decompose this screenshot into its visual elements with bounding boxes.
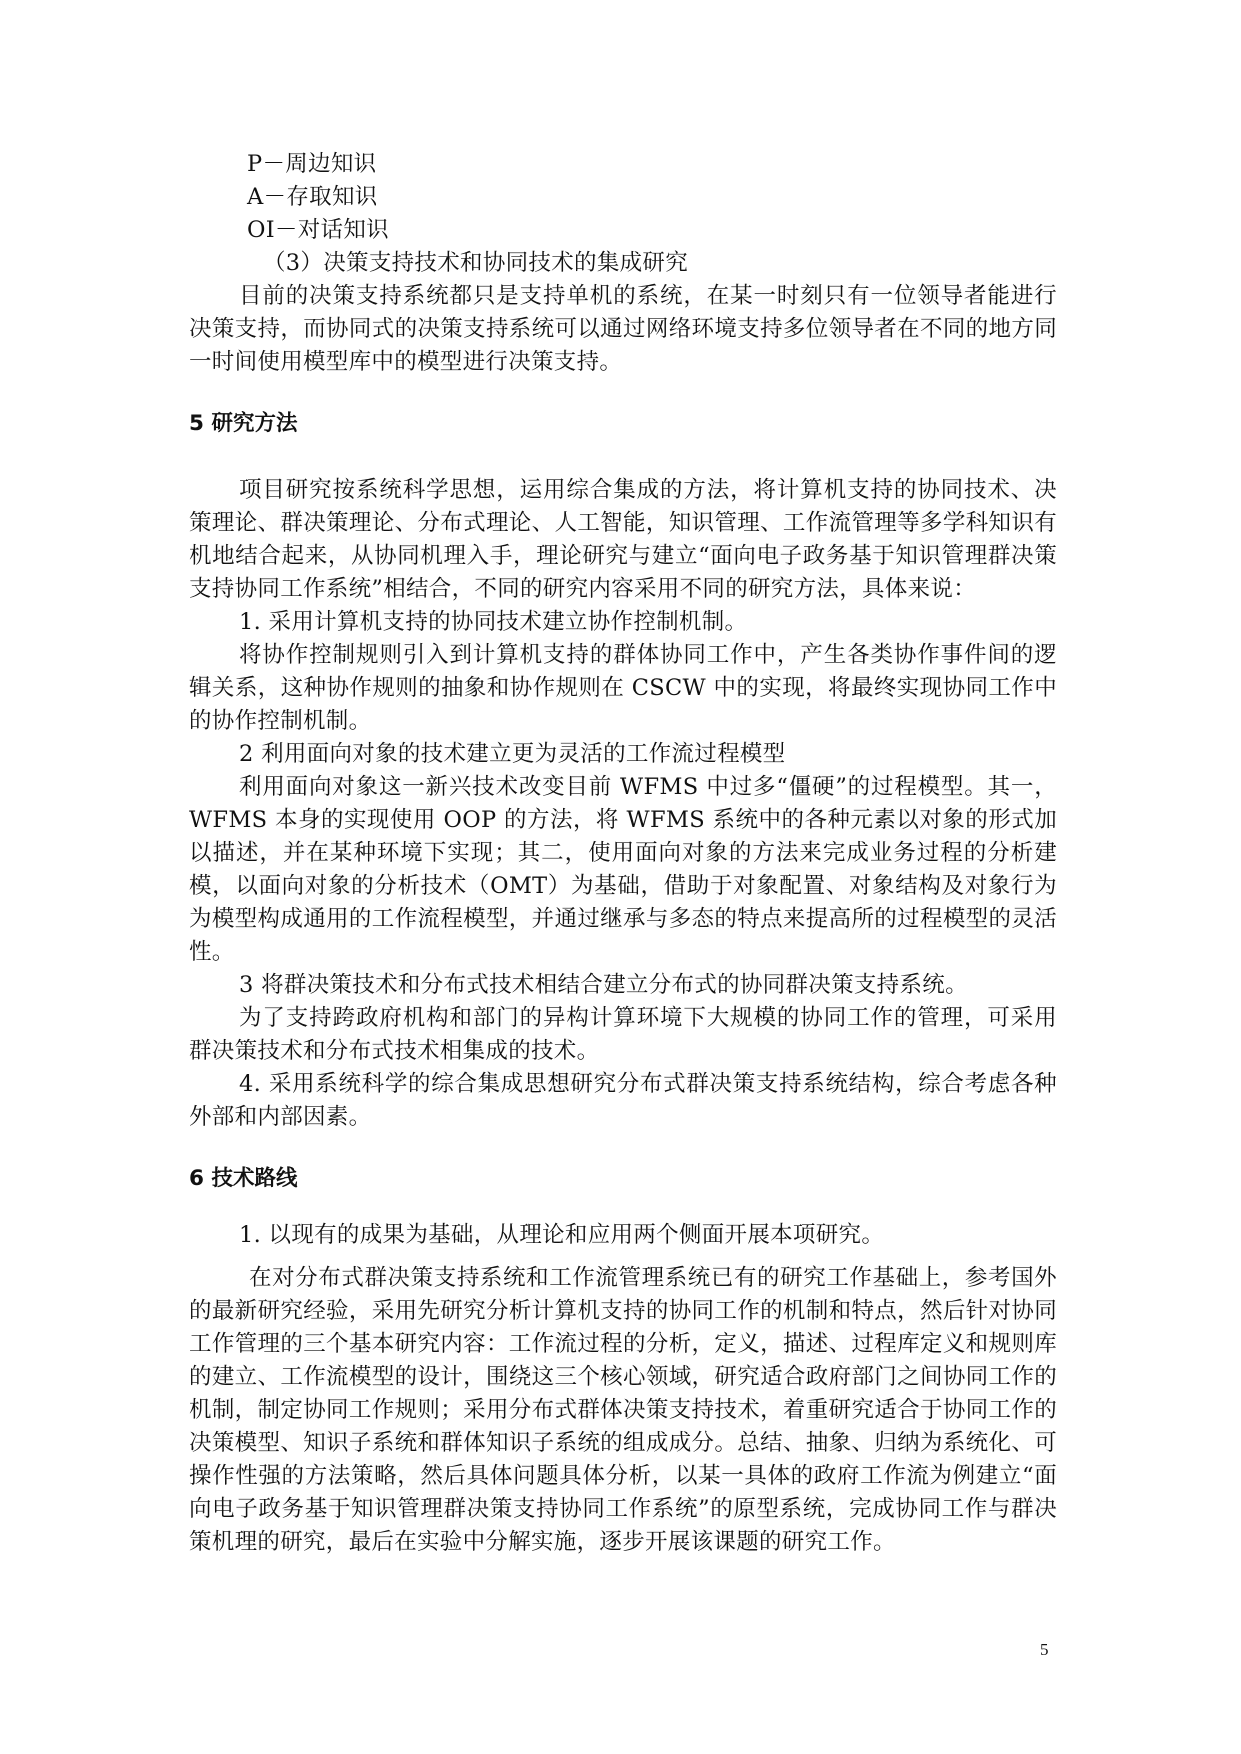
section-6-heading: 6 技术路线: [189, 1166, 298, 1191]
section-6-item-1-title: 1. 以现有的成果为基础，从理论和应用两个侧面开展本项研究。: [239, 1222, 885, 1248]
section-5-item-1-title: 1. 采用计算机支持的协同技术建立协作控制机制。: [239, 609, 748, 635]
definition-a: A－存取知识: [247, 184, 378, 210]
section-5-item-1-text: 将协作控制规则引入到计算机支持的群体协同工作中，产生各类协作事件间的逻辑关系，这种协作规则的抽象和协作规则在 CSCW 中的实现，将最终实现协同工作中的协作控制机制。: [189, 642, 1057, 734]
section-5-item-3-title: 3 将群决策技术和分布式技术相结合建立分布式的协同群决策支持系统。: [239, 972, 968, 998]
subsection-3-title: （3）决策支持技术和协同技术的集成研究: [263, 250, 689, 276]
definition-p: P－周边知识: [247, 151, 377, 177]
subsection-3-paragraph: 目前的决策支持系统都只是支持单机的系统，在某一时刻只有一位领导者能进行决策支持，而协同式的决策支持系统可以通过网络环境支持多位领导者在不同的地方同一时间使用模型库中的模型进行决策支持。: [189, 283, 1057, 375]
section-5-item-4-text: 4. 采用系统科学的综合集成思想研究分布式群决策支持系统结构，综合考虑各种外部和内部因素。: [189, 1071, 1057, 1130]
section-5-heading: 5 研究方法: [189, 411, 298, 436]
definition-oi: OI－对话知识: [247, 217, 389, 243]
section-5-item-3-text: 为了支持跨政府机构和部门的异构计算环境下大规模的协同工作的管理，可采用群决策技术和分布式技术相集成的技术。: [189, 1005, 1057, 1064]
section-5-intro: 项目研究按系统科学思想，运用综合集成的方法，将计算机支持的协同技术、决策理论、群决策理论、分布式理论、人工智能，知识管理、工作流管理等多学科知识有机地结合起来，从协同机理入手，理论研究与建立“面向电子政务基于知识管理群决策支持协同工作系统”相结合，不同的研究内容采用不同的研究方法，具体来说：: [189, 477, 1057, 602]
section-5-item-2-title: 2 利用面向对象的技术建立更为灵活的工作流过程模型: [239, 741, 786, 767]
section-6-item-1-text: 在对分布式群决策支持系统和工作流管理系统已有的研究工作基础上，参考国外的最新研究经验，采用先研究分析计算机支持的协同工作的机制和特点，然后针对协同工作管理的三个基本研究内容：工作流过程的分析，定义，描述、过程库定义和规则库的建立、工作流模型的设计，围绕这三个核心领域，研究适合政府部门之间协同工作的机制，制定协同工作规则；采用分布式群体决策支持技术，着重研究适合于协同工作的决策模型、知识子系统和群体知识子系统的组成成分。总结、抽象、归纳为系统化、可操作性强的方法策略，然后具体问题具体分析，以某一具体的政府工作流为例建立“面向电子政务基于知识管理群决策支持协同工作系统”的原型系统，完成协同工作与群决策机理的研究，最后在实验中分解实施，逐步开展该课题的研究工作。: [189, 1265, 1057, 1555]
page-content: [189, 148, 1057, 1559]
section-5-item-2-text: 利用面向对象这一新兴技术改变目前 WFMS 中过多“僵硬”的过程模型。其一，WFMS 本身的实现使用 OOP 的方法，将 WFMS 系统中的各种元素以对象的形式加以描述，并在某种环境下实现；其二，使用面向对象的方法来完成业务过程的分析建模，以面向对象的分析技术（OMT）为基础，借助于对象配置、对象结构及对象行为为模型构成通用的工作流程模型，并通过继承与多态的特点来提高所的过程模型的灵活性。: [189, 774, 1057, 965]
page-number: 5: [1040, 1640, 1049, 1659]
